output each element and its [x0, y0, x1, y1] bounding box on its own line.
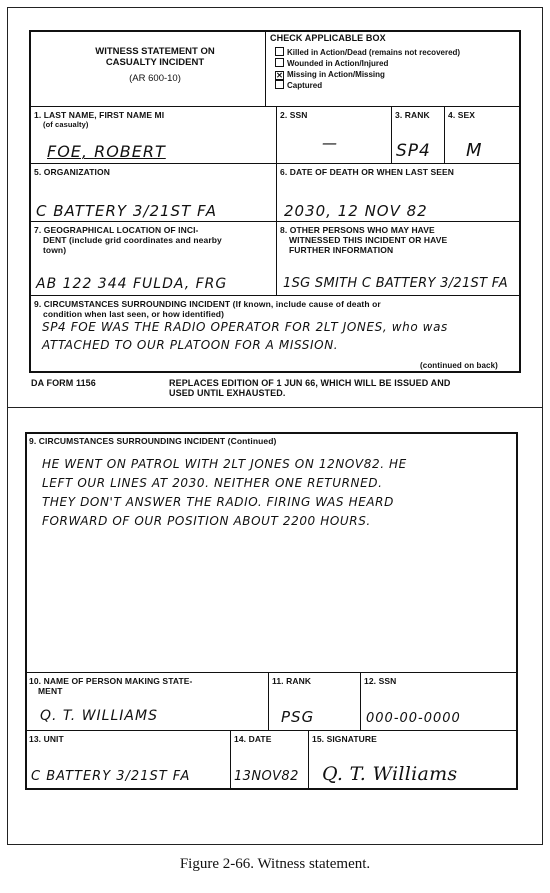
- witness-rank: PSG: [281, 708, 315, 726]
- field-5-label: 5. ORGANIZATION: [34, 167, 110, 177]
- checkbox-mark: ✕: [276, 71, 283, 80]
- page-divider: [7, 407, 543, 408]
- checkbox-kia[interactable]: Killed in Action/Dead (remains not recovered): [275, 47, 460, 58]
- casualty-organization: C BATTERY 3/21ST FA: [36, 202, 218, 220]
- checkbox-wia[interactable]: Wounded in Action/Injured: [275, 58, 460, 69]
- checkbox-mia[interactable]: ✕ Missing in Action/Missing: [276, 70, 385, 80]
- incident-location: AB 122 344 FULDA, FRG: [36, 276, 228, 292]
- casualty-name: FOE, ROBERT: [47, 142, 166, 161]
- form-number: DA FORM 1156: [31, 378, 96, 388]
- replaces-note: REPLACES EDITION OF 1 JUN 66, WHICH WILL BE ISSUED AND USED UNTIL EXHAUSTED.: [169, 378, 451, 398]
- casualty-ssn: —: [322, 134, 338, 152]
- field-6-label: 6. DATE OF DEATH OR WHEN LAST SEEN: [280, 167, 455, 177]
- field-7-label: 7. GEOGRAPHICAL LOCATION OF INCI- DENT (include grid coordinates and nearby town): [34, 225, 222, 255]
- figure-caption: Figure 2-66. Witness statement.: [179, 856, 371, 872]
- field-4-label: 4. SEX: [448, 110, 476, 120]
- field-1-label: 1. LAST NAME, FIRST NAME MI (of casualty): [34, 110, 165, 129]
- other-witnesses: 1SG SMITH C BATTERY 3/21ST FA: [283, 276, 508, 291]
- field-9-continued-label: 9. CIRCUMSTANCES SURROUNDING INCIDENT (Continued): [29, 436, 277, 446]
- casualty-rank: SP4: [396, 141, 431, 161]
- check-header: CHECK APPLICABLE BOX: [270, 33, 386, 43]
- witness-name: Q. T. WILLIAMS: [40, 708, 158, 724]
- field-12-label: 12. SSN: [364, 676, 397, 686]
- signature: Q. T. Williams: [322, 763, 458, 785]
- field-13-label: 13. UNIT: [29, 734, 64, 744]
- field-10-label: 10. NAME OF PERSON MAKING STATE- MENT: [29, 676, 193, 696]
- checkbox-mark: [275, 80, 284, 89]
- checkbox-mark: [275, 47, 284, 56]
- checkbox-group: [275, 47, 460, 91]
- casualty-sex: M: [466, 140, 483, 161]
- field-9-label: 9. CIRCUMSTANCES SURROUNDING INCIDENT (If known, include cause of death or condition when last seen, or how identified): [34, 299, 381, 319]
- field-3-label: 3. RANK: [395, 110, 430, 120]
- checkbox-captured[interactable]: Captured: [275, 80, 460, 91]
- circumstances-back: HE WENT ON PATROL WITH 2LT JONES ON 12NOV82. HE LEFT OUR LINES AT 2030. NEITHER ONE RETURNED. THEY DON'T ANSWER THE RADIO. FIRING WAS HEARD FORWARD OF OUR POSITION ABOUT 2200 HOURS.: [42, 457, 407, 528]
- field-15-label: 15. SIGNATURE: [312, 734, 377, 744]
- checkbox-mark: [275, 58, 284, 67]
- statement-date: 13NOV82: [234, 769, 299, 784]
- field-14-label: 14. DATE: [234, 734, 272, 744]
- field-11-label: 11. RANK: [272, 676, 312, 686]
- circumstances-front: SP4 FOE WAS THE RADIO OPERATOR FOR 2LT JONES, who was ATTACHED TO OUR PLATOON FOR A MISSION.: [42, 320, 448, 352]
- witness-ssn: 000-00-0000: [366, 711, 461, 726]
- date-last-seen: 2030, 12 NOV 82: [284, 202, 428, 220]
- form-title: WITNESS STATEMENT ON CASUALTY INCIDENT (AR 600-10): [95, 46, 215, 84]
- field-8-label: 8. OTHER PERSONS WHO MAY HAVE WITNESSED THIS INCIDENT OR HAVE FURTHER INFORMATION: [280, 225, 448, 255]
- witness-unit: C BATTERY 3/21ST FA: [31, 769, 191, 784]
- continued-note: (continued on back): [420, 361, 498, 370]
- field-2-label: 2. SSN: [280, 110, 308, 120]
